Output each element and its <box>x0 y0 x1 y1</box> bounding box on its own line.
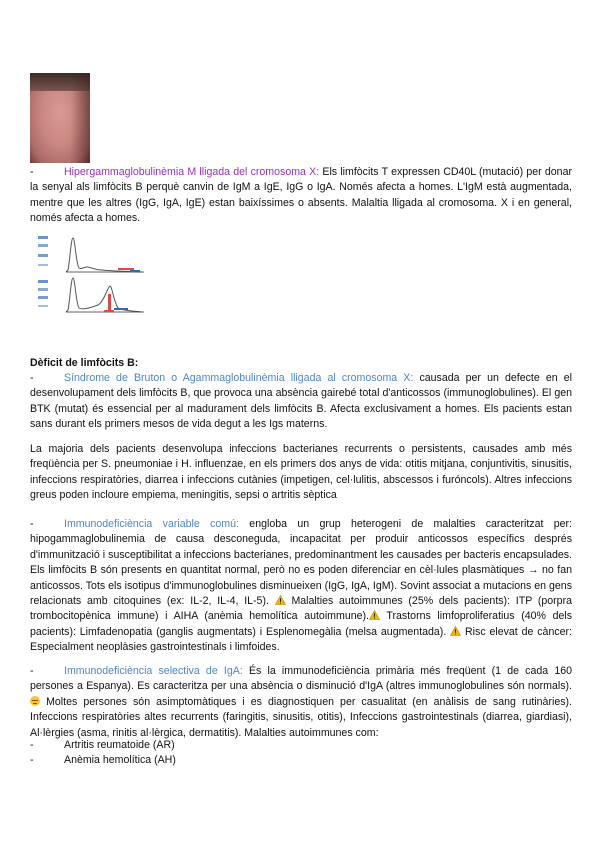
igm-peak-marker <box>108 294 111 310</box>
warning-icon <box>369 610 380 620</box>
hyper-igm-body: Els limfòcits T expressen CD40L (mutació) per donar la senyal als limfòcits B perquè canvin de IgM a IgE, IgG o IgA. Només afecta a homes. L'IgM està augmentada, mentre que les altres (IgG, IgA, IgE) estan baixíssimes o absents. Malaltia lligada al cromosoma. X i en general, només afecta a homes. <box>30 166 572 225</box>
cvid-title: Immunodeficiència variable comú: <box>64 518 239 530</box>
bullet-dash: - <box>30 372 34 384</box>
iga-body-1: És la immunodeficiència primària més freqüent (1 de cada 160 persones a Espanya). Es caracteritza per una absència o disminució d'IgA (altres immunoglobulines són normals). <box>30 665 573 693</box>
sleepy-face-icon <box>30 696 40 706</box>
bullet-dash: - <box>30 754 34 766</box>
bruton-title: Síndrome de Bruton o Agammaglobulinèmia lligada al cromosoma X: <box>64 372 414 384</box>
warning-icon <box>275 595 286 605</box>
photo-shade <box>70 73 90 163</box>
cvid-paragraph <box>30 517 572 656</box>
bullet-dash: - <box>30 665 34 677</box>
hyper-igm-paragraph <box>30 165 572 227</box>
hyper-marker-blue <box>114 308 128 310</box>
normal-marker-red <box>118 268 134 270</box>
normal-curve <box>66 238 142 272</box>
hyper-igm-title: Hipergammaglobulinèmia M lligada del cromosoma X: <box>64 166 320 178</box>
normal-marker-blue <box>130 270 140 272</box>
b-cell-heading: Dèficit de limfòcits B: <box>30 357 139 369</box>
iga-paragraph <box>30 664 572 741</box>
gel-lane-bottom <box>38 280 48 307</box>
bullet-dash: - <box>30 739 34 751</box>
list-item-label: Anèmia hemolítica (AH) <box>64 754 176 766</box>
cvid-body-3: Trastorns limfoproliferatius (40% dels pacients): Limfadenopatia (ganglis augmentats) i Esplenomegàlia (melsa augmentada). <box>30 610 573 638</box>
hyper-marker-red <box>104 310 114 312</box>
patient-skin-photo <box>30 73 90 163</box>
iga-body-2: Moltes persones són asimptomàtiques i es diagnostiquen per casualitat (en anàlisis de sang rutinàries). Infeccions respiratòries altes recurrents (faringitis, sinusitis, otitis), Infeccions gastrointestinals (diarrea, giardiasi), Al·lèrgies (asma, rinitis al·lèrgica, dermatitis). Malalties autoimmunes com: <box>30 695 572 739</box>
cvid-body-4: Risc elevat de càncer: Especialment neoplàsies gastrointestinals i limfoides. <box>30 625 572 654</box>
list-item <box>30 753 176 768</box>
gel-lane-top <box>38 236 48 266</box>
cvid-body-1: engloba un grup heterogeni de malalties caracteritzat per: hipogammaglobulinemia de causa desconeguda, incapacitat per produir anticossos específics després d'immunització i susceptibilitat a infeccions bacterianes, predominantment les causades per bacteris encapsulades. Els limfòcits B són presents en quantitat normal, però no es poden diferenciar en cèl·lules plasmàtiques → no fan anticossos. Tots els isotipus d'immunoglobulines disminueixen (IgG, IgA, IgM). Sovint associat a mutacions en gens relacionats amb citoquines (ex: IL-2, IL-4, IL-5). <box>30 518 572 608</box>
cvid-body-2: Malalties autoimmunes (25% dels pacients): ITP (porpra trombocitopènica immune) i AIHA (anèmia hemolítica autoimmune). <box>30 595 572 623</box>
bruton-paragraph <box>30 371 572 433</box>
bullet-dash: - <box>30 166 34 178</box>
iga-title: Immunodeficiència selectiva de IgA: <box>64 665 243 677</box>
bruton-body: causada per un defecte en el desenvolupament dels limfòcits B, que provoca una absència gairebé total d'anticossos (immunoglobulines). El gen BTK (mutat) és essencial per al madurament dels limfòcits B. Afecta exclusivament a homes. Els pacients estan sans durant els primers mesos de vida degut a les Igs materns. <box>30 372 572 431</box>
list-item-label: Artritis reumatoide (AR) <box>64 739 175 751</box>
warning-icon <box>450 626 461 636</box>
electrophoresis-figure <box>30 230 150 320</box>
list-item <box>30 738 175 753</box>
bullet-dash: - <box>30 518 34 530</box>
hyper-igm-curve <box>66 278 142 312</box>
bruton-infections-paragraph: La majoria dels pacients desenvolupa infeccions bacterianes recurrents o persistents, causades amb més freqüència per S. pneumoniae i H. influenzae, en els primers dos anys de vida: otitis mitjana, conjuntivitis, sinusitis, infeccions respiratòries, diarrea i infeccions cutànies (impetigen, cel·lulitis, abscessos i furóncols). Altres infeccions greus poden incloure empiema, meningitis, sepsi o artritis sèptica <box>30 443 572 502</box>
